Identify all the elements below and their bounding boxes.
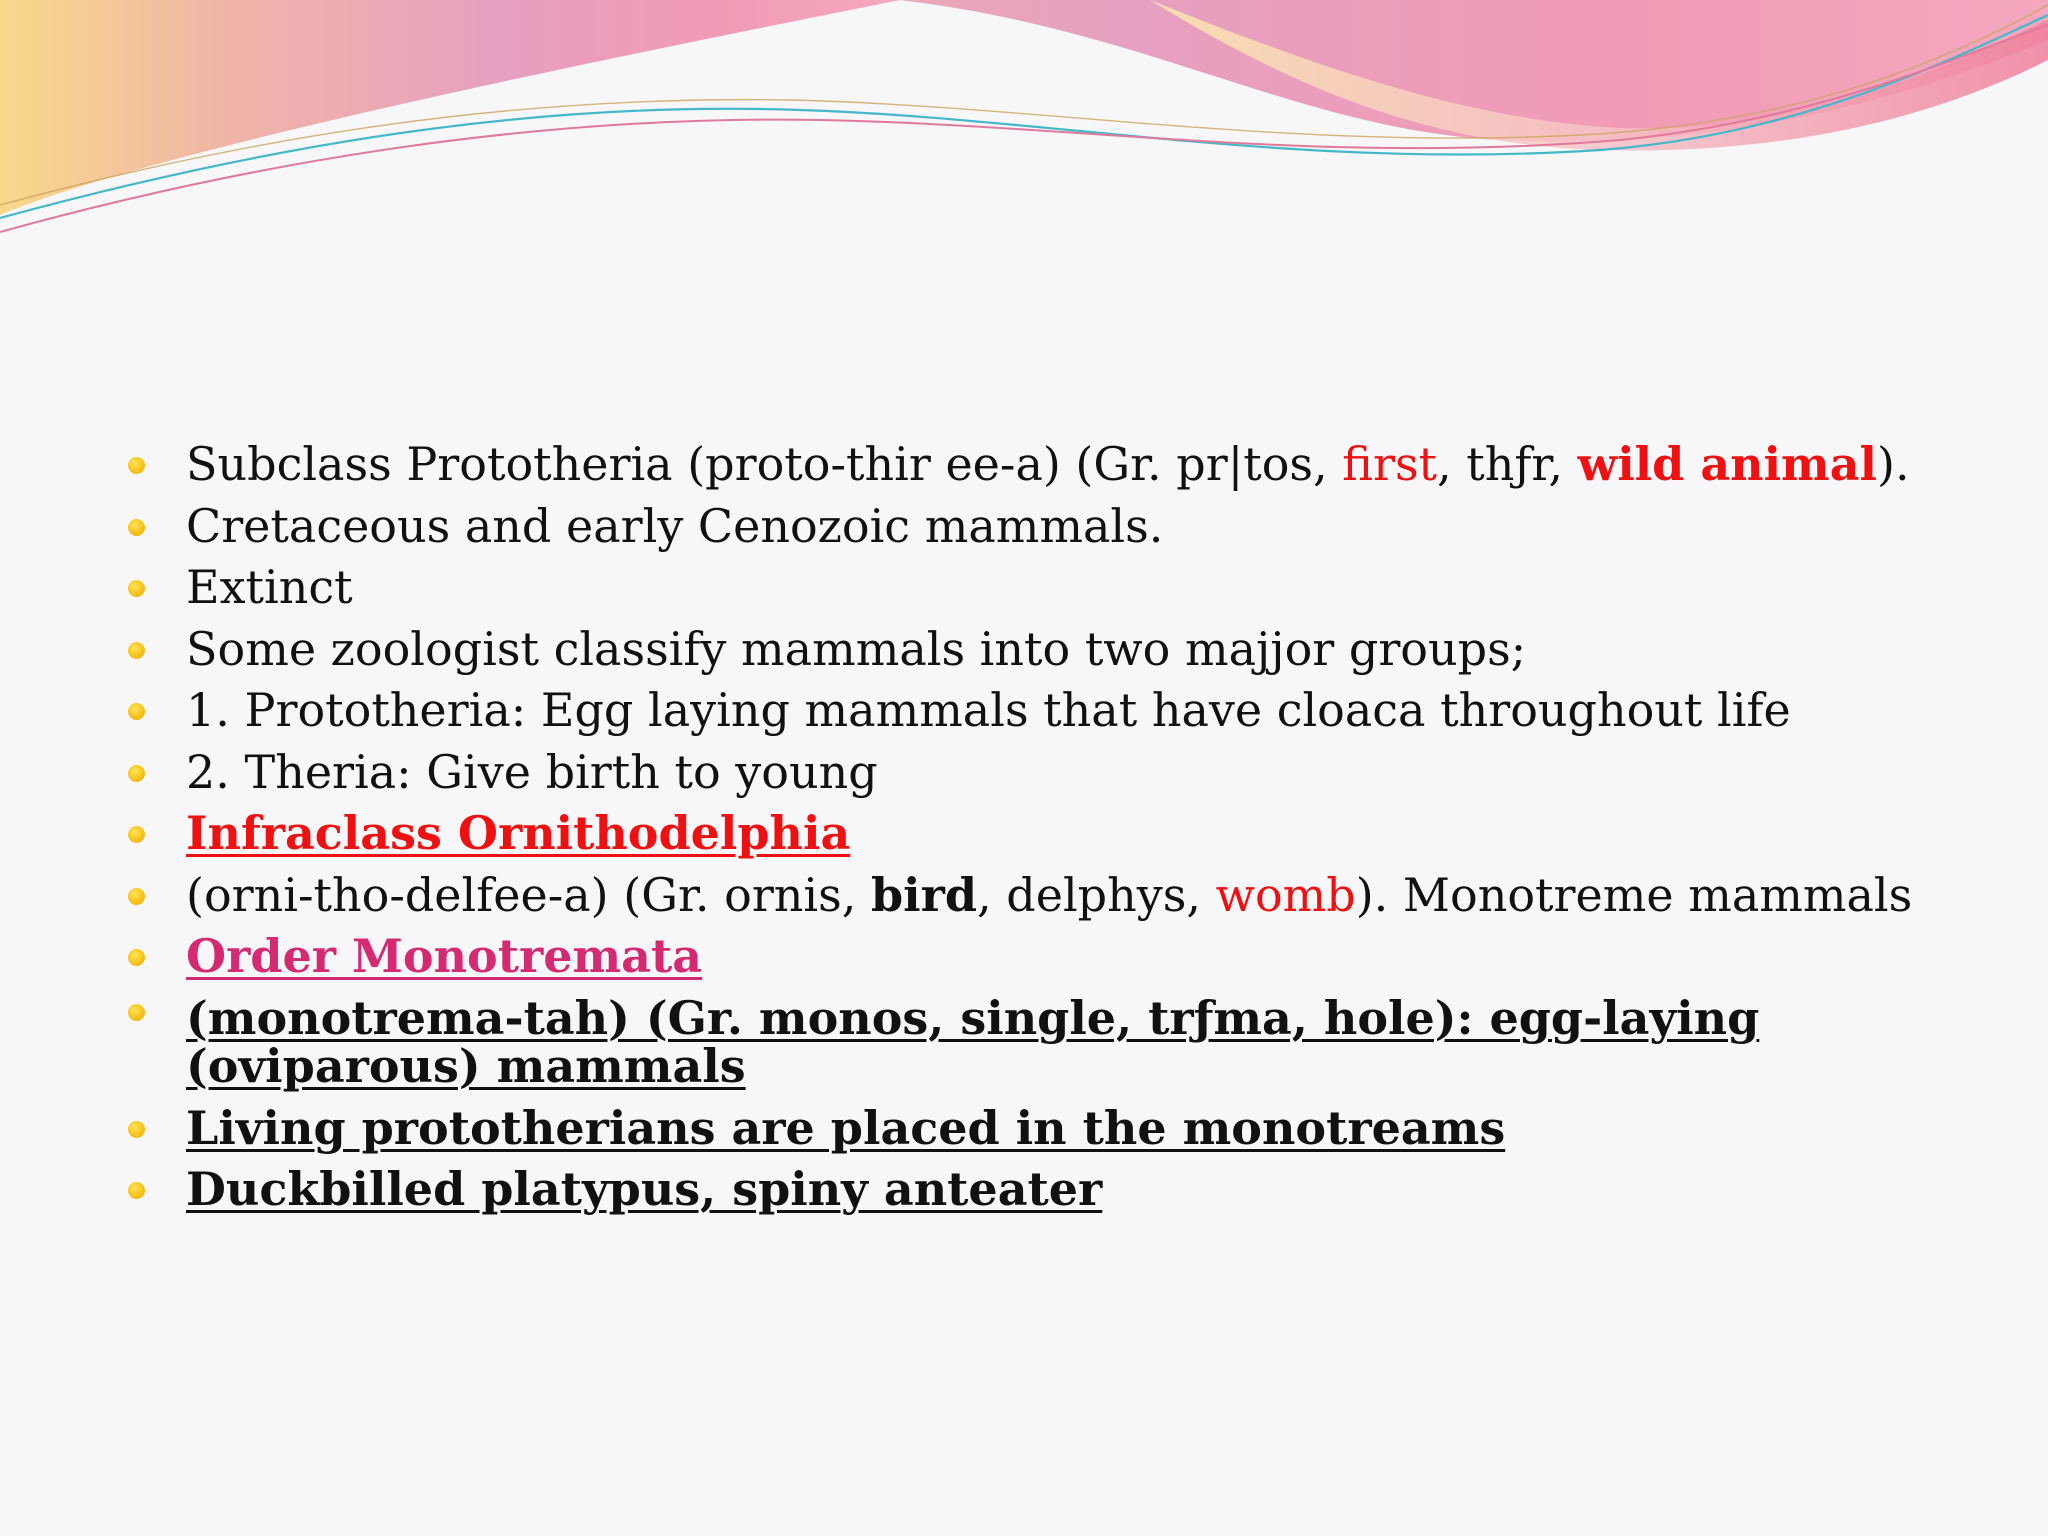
bullet-highlight-bird: bird bbox=[871, 867, 978, 922]
bullet-text: 1. Prototheria: Egg laying mammals that have cloaca throughout life bbox=[186, 683, 1791, 737]
bullet-major-groups bbox=[118, 619, 1978, 681]
bullet-cretaceous bbox=[118, 496, 1978, 558]
bullet-monotremata-etymology bbox=[118, 988, 1826, 1098]
bullet-dot-icon bbox=[128, 519, 145, 536]
bullet-dot-icon bbox=[128, 1004, 145, 1021]
bullet-text: Cretaceous and early Cenozoic mammals. bbox=[186, 498, 1164, 553]
heading-order: Order Monotremata bbox=[186, 929, 702, 983]
bullet-dot-icon bbox=[128, 765, 145, 782]
bullet-dot-icon bbox=[128, 949, 145, 966]
bullet-dot-icon bbox=[128, 457, 145, 474]
bullet-text: (orni-tho-delfee-a) (Gr. ornis, bbox=[186, 867, 871, 922]
bullet-examples bbox=[118, 1159, 1978, 1221]
bullet-text: Some zoologist classify mammals into two majjor groups; bbox=[186, 621, 1527, 676]
bullet-text: Living prototherians are placed in the monotreams bbox=[186, 1100, 1506, 1155]
bullet-text: , thƒr, bbox=[1437, 437, 1578, 491]
bullet-prototheria-definition bbox=[118, 680, 1978, 742]
bullet-dot-icon bbox=[128, 703, 145, 720]
bullet-dot-icon bbox=[128, 580, 145, 597]
bullet-extinct bbox=[118, 557, 1978, 619]
bullet-text: (monotrema-tah) (Gr. monos, single, trƒma, hole): egg-laying (oviparous) mammals bbox=[186, 990, 1760, 1093]
bullet-dot-icon bbox=[128, 1182, 145, 1199]
bullet-ornithodelphia-etymology bbox=[118, 865, 1978, 927]
bullet-highlight-first: first bbox=[1342, 437, 1438, 491]
bullet-text: Duckbilled platypus, spiny anteater bbox=[186, 1162, 1103, 1216]
bullet-highlight-womb: womb bbox=[1215, 867, 1356, 922]
bullet-text: 2. Theria: Give birth to young bbox=[186, 744, 878, 799]
decorative-wave-banner bbox=[0, 0, 2048, 260]
bullet-highlight-wild-animal: wild animal bbox=[1577, 437, 1878, 491]
bullet-dot-icon bbox=[128, 888, 145, 905]
bullet-text: , delphys, bbox=[977, 867, 1216, 922]
bullet-text: ). Monotreme mammals bbox=[1355, 867, 1913, 922]
bullet-dot-icon bbox=[128, 826, 145, 843]
bullet-text: Extinct bbox=[186, 560, 353, 614]
bullet-subclass-prototheria bbox=[118, 434, 1978, 496]
heading-infraclass: Infraclass Ornithodelphia bbox=[186, 806, 851, 860]
bullet-living-prototherians bbox=[118, 1098, 1978, 1160]
bullet-text: ). bbox=[1877, 437, 1910, 491]
bullet-dot-icon bbox=[128, 1121, 145, 1138]
bullet-list bbox=[118, 434, 1978, 1221]
bullet-text: Subclass Prototheria (proto-thir ee-a) (Gr. pr|tos, bbox=[186, 437, 1343, 491]
bullet-theria-definition bbox=[118, 742, 1978, 804]
bullet-infraclass-ornithodelphia bbox=[118, 803, 1978, 865]
bullet-order-monotremata bbox=[118, 926, 1978, 988]
bullet-dot-icon bbox=[128, 642, 145, 659]
